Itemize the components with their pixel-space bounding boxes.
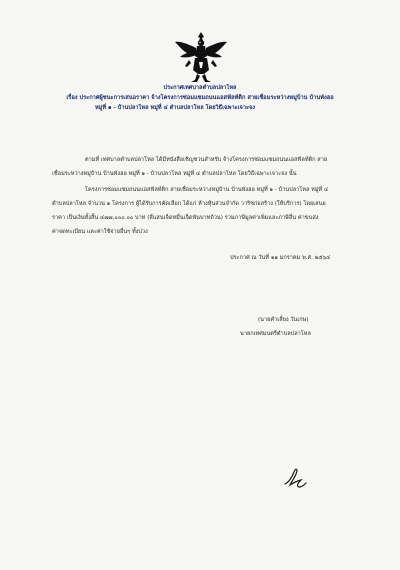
- subject-line-2: หมู่ที่ ๑ - บ้านปลาโหล หมู่ที่ ๔ ตำบลปลาโหล โดยวิธีเฉพาะเจาะจง: [95, 105, 255, 111]
- body-paragraph-1-line-1: ตามที่ เทศบาลตำบลปลาโหล ได้มีหนังสือเชิญชวนสำหรับ จ้างโครงการซ่อมแซมถนนแอสฟัลท์ติก สาย: [85, 157, 328, 163]
- body-paragraph-2-line-2: ตำบลปลาโหล จำนวน ๑ โครงการ ผู้ได้รับการคัดเลือก ได้แก่ ห้างหุ้นส่วนจำกัด วาริชก่อสร้าง (ให้บริการ) โดยเสนอ: [52, 201, 326, 207]
- body-paragraph-1-line-2: เชื่อมระหว่างหมู่บ้าน บ้านพังฮอ หมู่ที่ ๑ - บ้านปลาโหล หมู่ที่ ๔ ตำบลปลาโหล โดยวิธีเฉพาะเจาะจง นั้น: [52, 171, 297, 177]
- announce-date: ประกาศ ณ วันที่ ๑๑ มกราคม พ.ศ. ๒๕๖๔: [230, 255, 331, 261]
- signer-title: นายกเทศมนตรีตำบลปลาโหล: [240, 331, 311, 337]
- agency-title: ประกาศเทศบาลตำบลปลาโหล: [163, 85, 237, 91]
- body-paragraph-2-line-3: ราคา เป็นเงินทั้งสิ้น ๔๗๗,๐๐๐.๐๐ บาท (สี่แสนเจ็ดหมื่นเจ็ดพันบาทถ้วน) รวมภาษีมูลค่าเพิ่มและภาษีอื่น ค่าขนส่ง: [52, 215, 319, 221]
- garuda-emblem-icon: [173, 30, 229, 86]
- body-paragraph-2-line-1: โครงการซ่อมแซมถนนแอสฟัลท์ติก สายเชื่อมระหว่างหมู่บ้าน บ้านพังฮอ หมู่ที่ ๑ - บ้านปลาโหล หมู่ที่ ๔: [85, 187, 329, 193]
- signer-name: (นายคำเสี่ยง วันเกษ): [258, 317, 309, 323]
- body-paragraph-2-line-4: ค่าจดทะเบียน และค่าใช้จ่ายอื่นๆ ทั้งปวง: [52, 229, 148, 235]
- subject-line-1: เรื่อง ประกาศผู้ชนะการเสนอราคา จ้างโครงการซ่อมแซมถนนแอสฟัลท์ติก สายเชื่อมระหว่างหมู่บ้าน บ้านพังฮอ: [66, 95, 334, 101]
- signature: [282, 466, 308, 492]
